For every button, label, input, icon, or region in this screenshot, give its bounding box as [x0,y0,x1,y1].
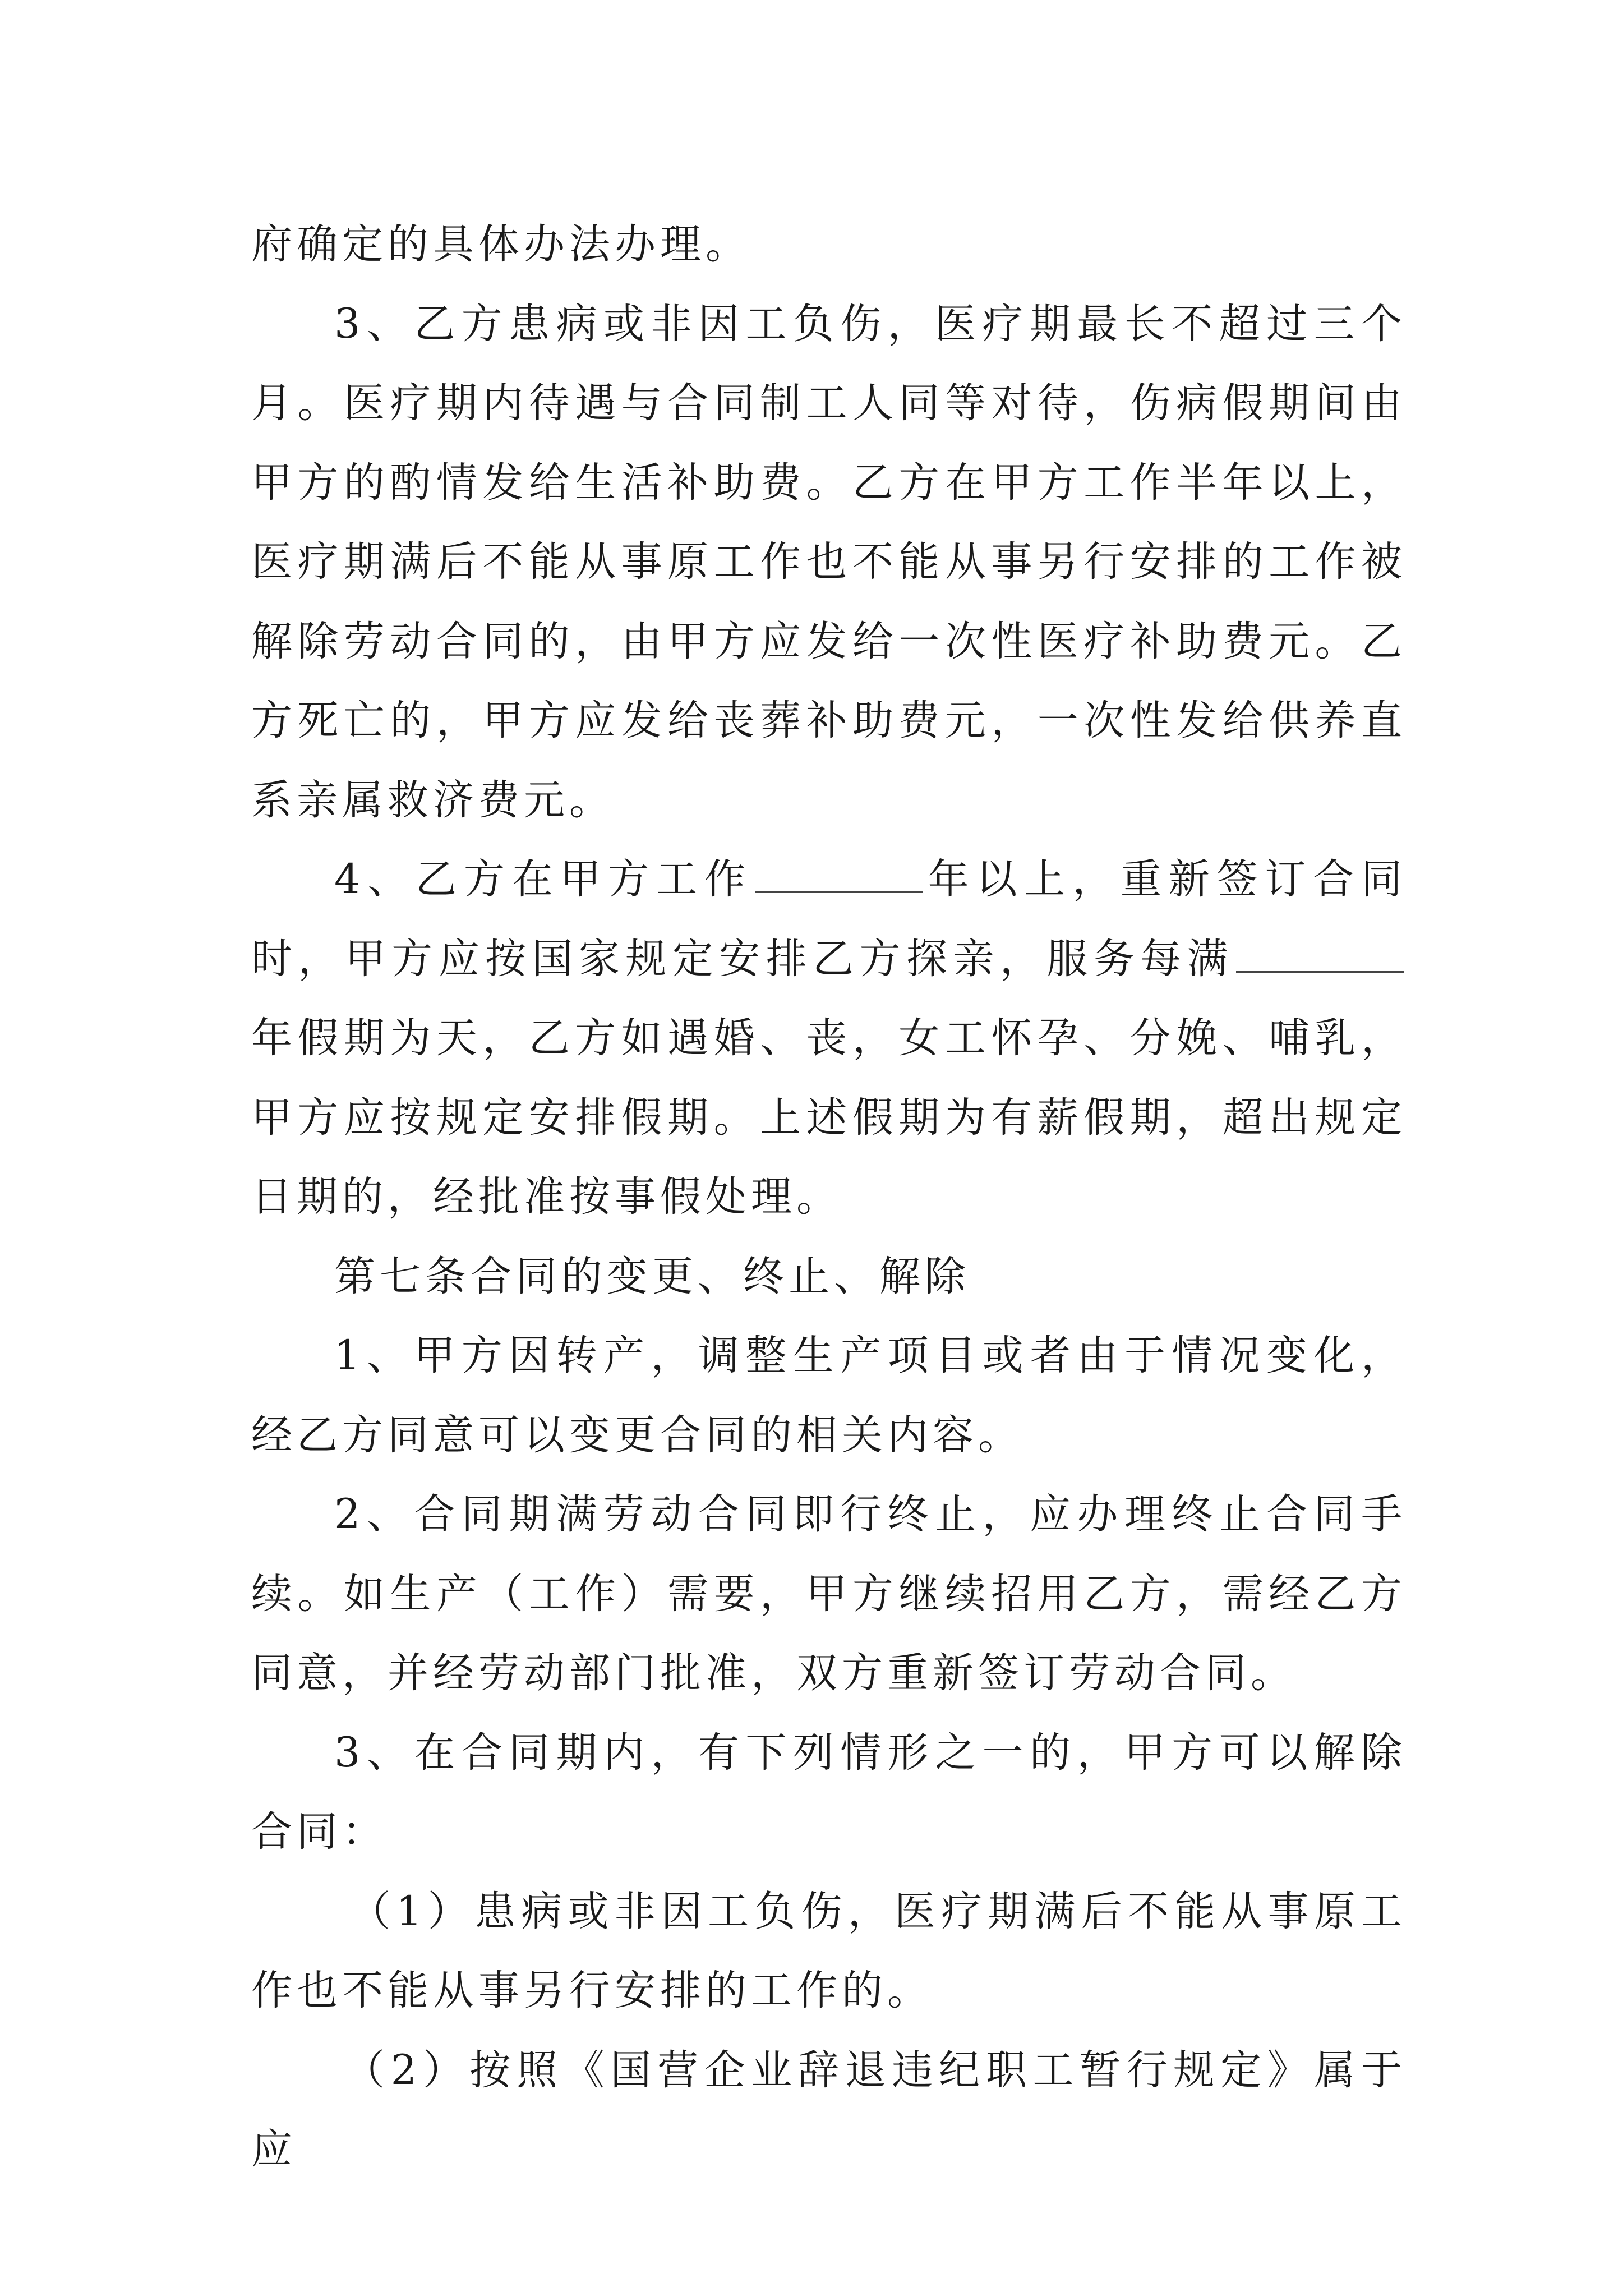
fill-in-blank-years [755,858,923,893]
paragraph-subitem-1: （1）患病或非因工负伤，医疗期满后不能从事原工作也不能从事另行安排的工作的。 [251,1887,1407,2014]
section-heading-article-7: 第七条合同的变更、终止、解除 [334,1252,970,1300]
paragraph-continuation: 府确定的具体办法办理。 [251,220,751,268]
paragraph-subitem-2: （2）按照《国营企业辞退违纪职工暂行规定》属于应 [251,2046,1407,2173]
fill-in-blank-service-years [1236,937,1404,973]
paragraph-article-7-item-2: 2、合同期满劳动合同即行终止，应办理终止合同手续。如生产（工作）需要，甲方继续招用乙方，需经乙方同意，并经劳动部门批准，双方重新签订劳动合同。 [251,1490,1407,1697]
paragraph-item-4-part3: 年假期为天，乙方如遇婚、丧，女工怀孕、分娩、哺乳，甲方应按规定安排假期。上述假期为有薪假期，超出规定日期的，经批准按事假处理。 [251,1014,1407,1221]
paragraph-item-4-holidays [251,840,1407,1237]
paragraph-item-4-part1: 4、乙方在甲方工作 [334,855,753,903]
paragraph-article-7-item-1: 1、甲方因转产，调整生产项目或者由于情况变化，经乙方同意可以变更合同的相关内容。 [251,1332,1407,1459]
document-body [251,205,1407,2189]
paragraph-item-4-part2: 年以上，重新签订合同时，甲方应按国家规定安排乙方探亲，服务每满 [251,855,1407,983]
paragraph-item-3-sick-leave: 3、乙方患病或非因工负伤，医疗期最长不超过三个月。医疗期内待遇与合同制工人同等对待，伤病假期间由甲方的酌情发给生活补助费。乙方在甲方工作半年以上，医疗期满后不能从事原工作也不能从事另行安排的工作被解除劳动合同的，由甲方应发给一次性医疗补助费元。乙方死亡的，甲方应发给丧葬补助费元，一次性发给供养直系亲属救济费元。 [251,300,1407,824]
paragraph-article-7-item-3: 3、在合同期内，有下列情形之一的，甲方可以解除合同： [251,1728,1407,1856]
